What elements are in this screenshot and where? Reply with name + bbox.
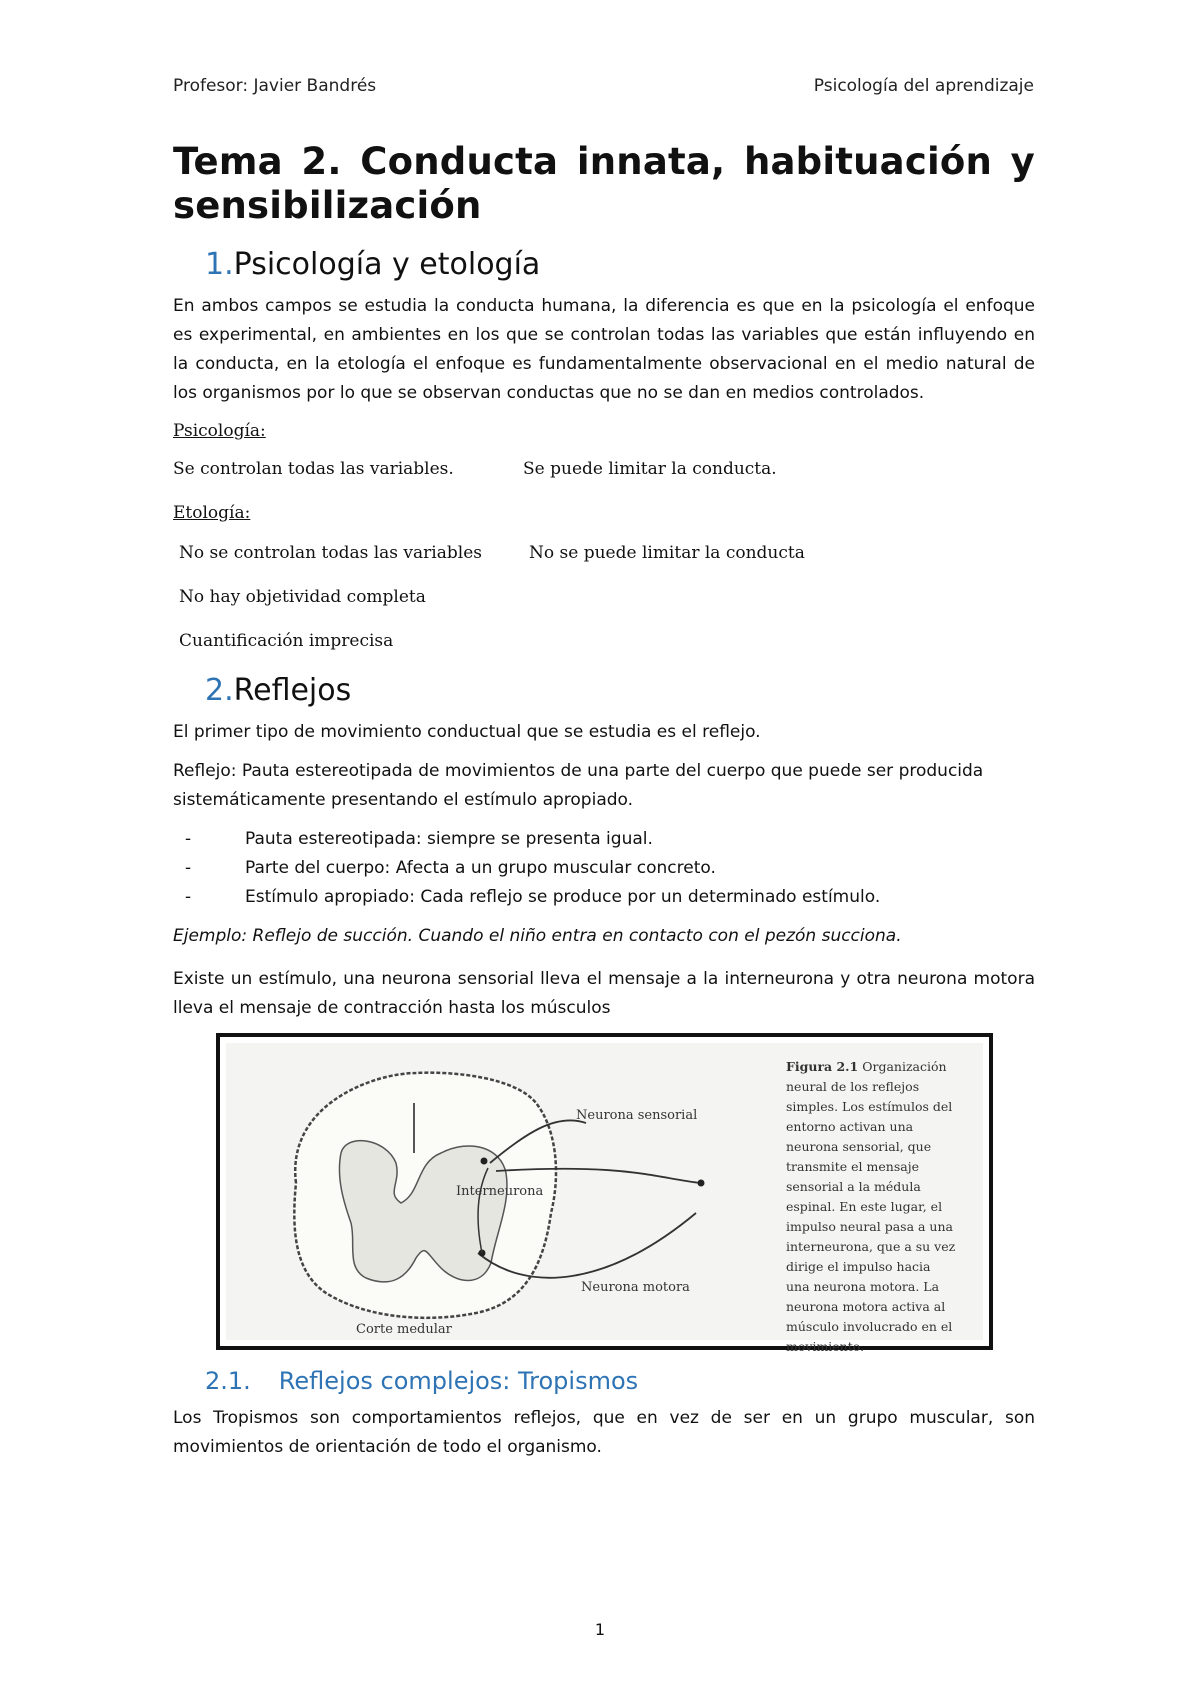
section-2-1-title: Reflejos complejos: Tropismos xyxy=(278,1367,639,1395)
psicologia-item-2: Se puede limitar la conducta. xyxy=(523,459,777,479)
reflex-figure xyxy=(216,1033,993,1354)
section-2-1-number: 2.1. xyxy=(205,1367,251,1395)
figure-image xyxy=(226,1043,983,1354)
section-2-definition: Reflejo: Pauta estereotipada de movimientos de una parte del cuerpo que puede ser producida sistemáticamente presentando el estímulo apropiado. xyxy=(173,761,984,810)
etologia-item-1: No se controlan todas las variables xyxy=(179,543,482,563)
etologia-label: Etología: xyxy=(173,503,251,523)
list-item: - Estímulo apropiado: Cada reflejo se produce por un determinado estímulo. xyxy=(173,883,1035,912)
header-author: Profesor: Javier Bandrés xyxy=(173,76,377,96)
section-1-number: 1. xyxy=(205,247,234,282)
page-title xyxy=(173,140,1035,228)
label-spinal-cut: Corte medular xyxy=(356,1322,452,1337)
etologia-item-2: No se puede limitar la conducta xyxy=(529,543,805,563)
psicologia-row xyxy=(173,456,1035,482)
psicologia-label: Psicología: xyxy=(173,421,266,441)
page-content xyxy=(173,140,1035,1472)
section-1-title: Psicología y etología xyxy=(233,247,541,282)
example-paragraph: Ejemplo: Reflejo de succión. Cuando el niño entra en contacto con el pezón succiona. xyxy=(173,926,902,946)
list-item: - Pauta estereotipada: siempre se presenta igual. xyxy=(173,825,1035,854)
section-2-title: Reflejos xyxy=(233,673,352,708)
section-2-1-heading xyxy=(205,1366,1035,1396)
title-line-2: sensibilización xyxy=(173,184,482,227)
label-interneuron: Interneurona xyxy=(456,1184,544,1199)
section-2-intro: El primer tipo de movimiento conductual que se estudia es el reflejo. xyxy=(173,722,761,742)
psicologia-item-1: Se controlan todas las variables. xyxy=(173,459,454,479)
section-2-1-paragraph: Los Tropismos son comportamientos reflejos, que en vez de ser en un grupo muscular, son movimientos de orientación de todo el organismo. xyxy=(173,1408,1035,1457)
label-sensory-neuron: Neurona sensorial xyxy=(576,1108,698,1123)
figure-caption-label: Figura 2.1 xyxy=(786,1059,859,1074)
reflex-bullet-list xyxy=(173,825,1035,912)
section-1-paragraph: En ambos campos se estudia la conducta humana, la diferencia es que en la psicología el enfoque es experimental, en ambientes en los que se controlan todas las variables que están influyendo en la conducta, en la etología el enfoque es fundamentalmente observacional en el medio natural de los organismos por lo que se observan conductas que no se dan en medios controlados. xyxy=(173,296,1035,403)
list-item: - Parte del cuerpo: Afecta a un grupo muscular concreto. xyxy=(173,854,1035,883)
etologia-item-4: Cuantificación imprecisa xyxy=(179,631,394,651)
etologia-row-1 xyxy=(173,540,1035,566)
figure-caption-text: Organización neural de los reflejos simples. Los estímulos del entorno activan una neurona sensorial, que transmite el mensaje sensorial a la médula espinal. En este lugar, el impulso neural pasa a una interneurona, que a su vez dirige el impulso hacia una neurona motora. La neurona motora activa al músculo involucrado en el movimiento. xyxy=(786,1059,956,1354)
label-motor-neuron: Neurona motora xyxy=(581,1280,690,1295)
etologia-item-3: No hay objetividad completa xyxy=(179,587,426,607)
figure-caption xyxy=(786,1057,956,1357)
section-2-number: 2. xyxy=(205,673,234,708)
section-2-explanation: Existe un estímulo, una neurona sensorial lleva el mensaje a la interneurona y otra neurona motora lleva el mensaje de contracción hasta los músculos xyxy=(173,969,1035,1018)
title-line-1: Tema 2. Conducta innata, habituación y xyxy=(173,140,1035,183)
section-2-heading xyxy=(205,672,1035,710)
header-subject: Psicología del aprendizaje xyxy=(813,76,1034,96)
section-1-heading xyxy=(205,246,1035,284)
page-number: 1 xyxy=(594,1620,606,1639)
